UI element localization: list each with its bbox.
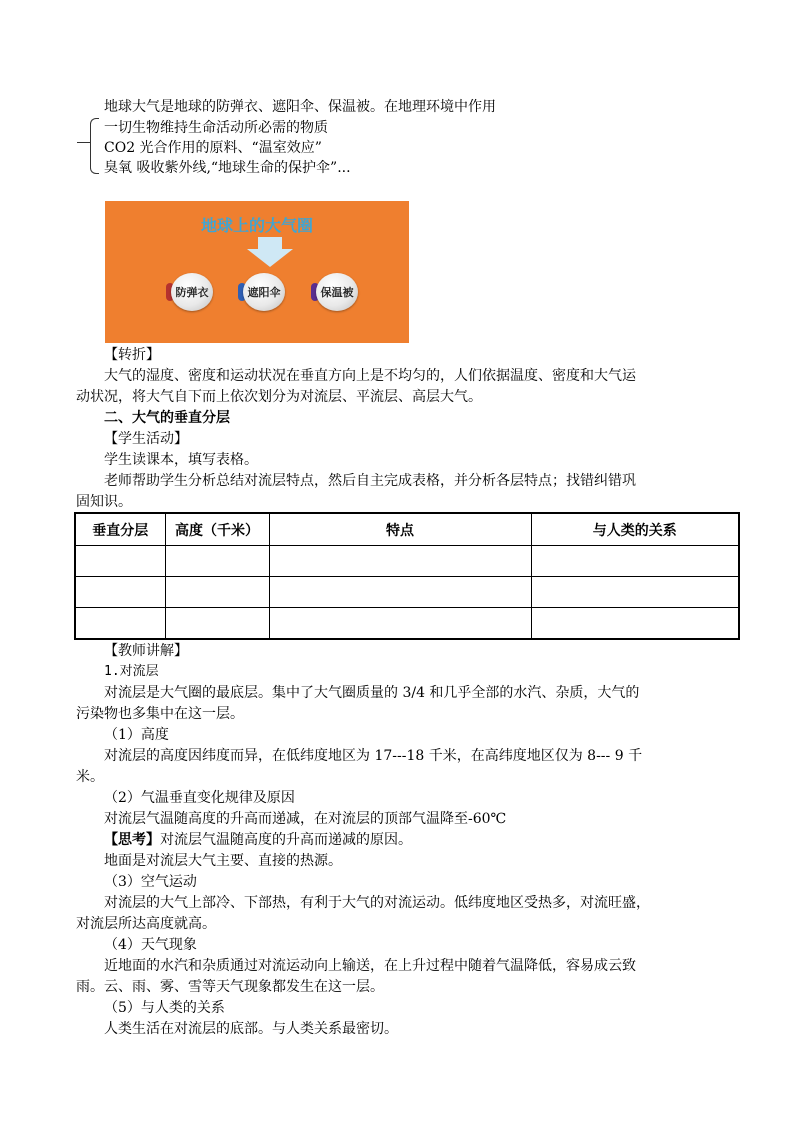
table-row [75,608,739,640]
badge-bulletproof [171,273,213,311]
think-line [104,830,412,850]
bracket [90,118,99,174]
sub-heading-height: （1）高度 [104,727,169,743]
intro-line-2: 一切生物维持生命活动所必需的物质 [104,120,328,136]
sub-heading-air-movement: （3）空气运动 [104,874,197,890]
think-text: 对流层气温随高度的升高而递减的原因。 [160,832,412,848]
table-cell[interactable] [165,608,269,640]
table-cell[interactable] [269,546,531,577]
sub2-paragraph-1: 对流层气温随高度的升高而递减，在对流层的顶部气温降至-60℃ [104,811,507,827]
table-row [75,546,739,577]
sub3-paragraph-1: 对流层的大气上部冷、下部热，有利于大气的对流运动。低纬度地区受热多，对流旺盛， [104,895,650,911]
down-arrow-head-icon [247,249,293,267]
header-relation: 与人类的关系 [531,513,739,546]
badge-label: 防弹衣 [175,286,209,299]
sub4-paragraph-1: 近地面的水汽和杂质通过对流运动向上输送，在上升过程中随着气温降低，容易成云致 [104,958,636,974]
turn-paragraph-2: 动状况，将大气自下而上依次划分为对流层、平流层、高层大气。 [76,389,482,405]
activity-heading: 【学生活动】 [104,431,188,447]
lecture-item-1: 1.对流层 [104,664,159,679]
sub-heading-weather: （4）天气现象 [104,937,197,953]
table-cell[interactable] [531,546,739,577]
table-header-row [75,513,739,546]
sub3-paragraph-2: 对流层所达高度就高。 [76,916,216,932]
think-answer: 地面是对流层大气主要、直接的热源。 [104,853,342,869]
layers-table [74,512,740,640]
activity-text: 学生读课本，填写表格。 [104,452,258,468]
intro-line-1: 地球大气是地球的防弹衣、遮阳伞、保温被。在地理环境中作用 [104,99,496,115]
table-cell[interactable] [75,577,165,608]
atmosphere-figure [105,201,409,343]
section-title: 二、大气的垂直分层 [104,410,230,426]
badge-label: 遮阳伞 [247,286,281,299]
table-cell[interactable] [165,546,269,577]
bracket-connector [77,142,90,143]
table-cell[interactable] [269,608,531,640]
badge-quilt [316,273,358,311]
figure-title: 地球上的大气圈 [200,216,313,235]
table-cell[interactable] [75,608,165,640]
badge-label: 保温被 [320,286,354,299]
header-height: 高度（千米） [165,513,269,546]
turn-paragraph-1: 大气的湿度、密度和运动状况在垂直方向上是不均匀的，人们依据温度、密度和大气运 [104,368,636,384]
table-cell[interactable] [269,577,531,608]
sub-heading-human-relation: （5）与人类的关系 [104,1000,225,1016]
sub1-paragraph-1: 对流层的高度因纬度而异，在低纬度地区为 17---18 千米，在高纬度地区仅为 8--- 9 千 [104,748,643,764]
intro-line-4: 臭氧 吸收紫外线,“地球生命的保护伞”... [104,160,351,176]
header-features: 特点 [269,513,531,546]
sub-heading-temperature: （2）气温垂直变化规律及原因 [104,790,295,806]
turn-heading: 【转折】 [104,347,160,363]
header-layer: 垂直分层 [75,513,165,546]
teacher-paragraph-2: 固知识。 [76,494,132,510]
table-cell[interactable] [165,577,269,608]
table-cell[interactable] [531,608,739,640]
lecture-heading: 【教师讲解】 [104,643,188,659]
table-row [75,577,739,608]
sub1-paragraph-2: 米。 [76,769,104,785]
sub4-paragraph-2: 雨。云、雨、雾、雪等天气现象都发生在这一层。 [76,979,384,995]
think-label: 【思考】 [104,832,160,848]
down-arrow-icon [258,237,282,249]
table-cell[interactable] [75,546,165,577]
item1-paragraph-2: 污染物也多集中在这一层。 [76,706,244,722]
intro-line-3: CO2 光合作用的原料、“温室效应” [104,140,322,156]
sub5-paragraph-1: 人类生活在对流层的底部。与人类关系最密切。 [104,1021,398,1037]
badge-sunshade [243,273,285,311]
item1-paragraph-1: 对流层是大气圈的最底层。集中了大气圈质量的 3/4 和几乎全部的水汽、杂质，大气的 [104,685,640,701]
teacher-paragraph-1: 老师帮助学生分析总结对流层特点，然后自主完成表格，并分析各层特点；找错纠错巩 [104,473,636,489]
table-cell[interactable] [531,577,739,608]
